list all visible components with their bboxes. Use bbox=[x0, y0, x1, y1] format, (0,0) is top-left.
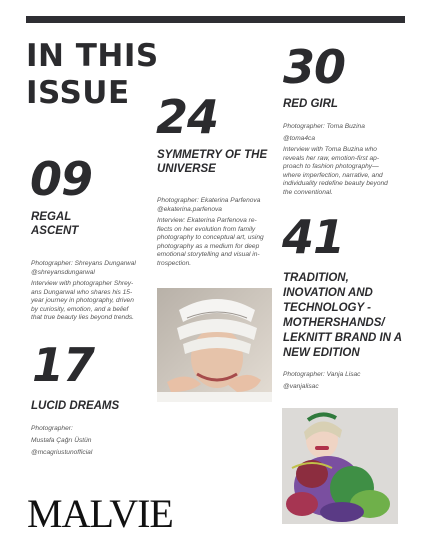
heading-line-2: ISSUE bbox=[26, 75, 130, 111]
article-blurb-09 bbox=[31, 280, 134, 323]
title-line: INOVATION AND bbox=[283, 287, 373, 299]
blurb-line: where imperfection, narrative, and bbox=[283, 171, 383, 179]
blurb-line: proach to fashion photography— bbox=[283, 163, 379, 171]
title-line: TRADITION, bbox=[283, 272, 349, 284]
title-line: TECHNOLOGY - bbox=[283, 302, 371, 314]
blurb-line: Interview with Toma Buzina who bbox=[283, 146, 377, 153]
blurb-line: flects on her evolution from family bbox=[157, 225, 256, 233]
page-number-41: 41 bbox=[282, 210, 345, 264]
article-blurb-30 bbox=[283, 146, 388, 198]
article-blurb-24 bbox=[157, 217, 264, 269]
credit-text: Photographer: bbox=[31, 425, 73, 432]
title-line: SYMMETRY OF THE bbox=[157, 149, 268, 161]
article-title-tradition[interactable] bbox=[283, 271, 402, 361]
photographer-handle: @ekaterina.parfenova bbox=[157, 205, 222, 213]
article-credit-17 bbox=[31, 423, 92, 459]
credit-text: Photographer: Shreyans Dungarwal bbox=[31, 260, 136, 267]
blurb-line: photography to conceptual art, using bbox=[157, 234, 264, 242]
article-credit-30 bbox=[283, 121, 365, 145]
blurb-line: reveals her raw, emotion-first ap- bbox=[283, 154, 380, 162]
blurb-line: emotional storytelling and visual in- bbox=[157, 251, 260, 259]
blurb-line: the conventional. bbox=[283, 188, 333, 196]
title-line: LEKNITT BRAND IN A bbox=[283, 332, 403, 344]
top-rule bbox=[26, 16, 405, 23]
blurb-line: ans Dungarwal who shares his 15- bbox=[31, 288, 133, 296]
blurb-line: individuality redefine beauty beyond bbox=[283, 180, 388, 188]
heading-line-1: IN THIS bbox=[26, 38, 159, 74]
photographer-name: Mustafa Çağrı Üstün bbox=[31, 437, 92, 444]
article-title-lucid-dreams[interactable]: LUCID DREAMS bbox=[31, 400, 120, 412]
photographer-handle: @shreyansdungarwal bbox=[31, 268, 95, 276]
title-line: MOTHERSHANDS/ bbox=[283, 317, 385, 329]
article-title-regal-ascent[interactable] bbox=[31, 210, 78, 238]
article-credit-41 bbox=[283, 369, 360, 393]
credit-text: Photographer: Ekaterina Parfenova bbox=[157, 197, 261, 204]
symmetry-photo-art bbox=[157, 288, 272, 402]
blurb-line: year journey in photography, driven bbox=[31, 297, 134, 305]
title-line: UNIVERSE bbox=[157, 163, 216, 175]
article-title-symmetry[interactable] bbox=[157, 148, 267, 176]
credit-text: Photographer: Vanja Lisac bbox=[283, 371, 361, 378]
brand-logo[interactable]: MALVIE bbox=[27, 491, 173, 536]
article-title-red-girl[interactable]: RED GIRL bbox=[283, 98, 338, 110]
blurb-line: trospection. bbox=[157, 259, 192, 267]
photographer-handle: @vanjalisac bbox=[283, 383, 319, 390]
article-credit-24 bbox=[157, 197, 260, 214]
symmetry-photo[interactable] bbox=[157, 288, 272, 402]
page-number-09: 09 bbox=[30, 152, 93, 206]
knitwear-photo[interactable] bbox=[282, 408, 398, 524]
title-line: REGAL bbox=[31, 211, 72, 223]
blurb-line: that true beauty lies beyond trends. bbox=[31, 314, 135, 322]
photographer-handle: @mcagriustunofficial bbox=[31, 449, 93, 456]
article-credit-09 bbox=[31, 260, 136, 277]
blurb-line: photography as a medium for deep bbox=[157, 242, 260, 250]
title-line: ASCENT bbox=[31, 225, 79, 237]
credit-text: Photographer: Toma Buzina bbox=[283, 123, 365, 130]
page-number-30: 30 bbox=[283, 40, 346, 94]
blurb-line: by curiosity, emotion, and a belief bbox=[31, 305, 129, 313]
photographer-handle: @toma4ca bbox=[283, 135, 315, 142]
knitwear-photo-art bbox=[282, 408, 398, 524]
page-number-24: 24 bbox=[156, 90, 219, 144]
blurb-line: Interview: Ekaterina Parfenova re- bbox=[157, 217, 257, 224]
page-number-17: 17 bbox=[32, 338, 95, 392]
blurb-line: Interview with photographer Shrey- bbox=[31, 280, 134, 287]
title-line: NEW EDITION bbox=[283, 347, 360, 359]
page-heading bbox=[26, 38, 159, 112]
